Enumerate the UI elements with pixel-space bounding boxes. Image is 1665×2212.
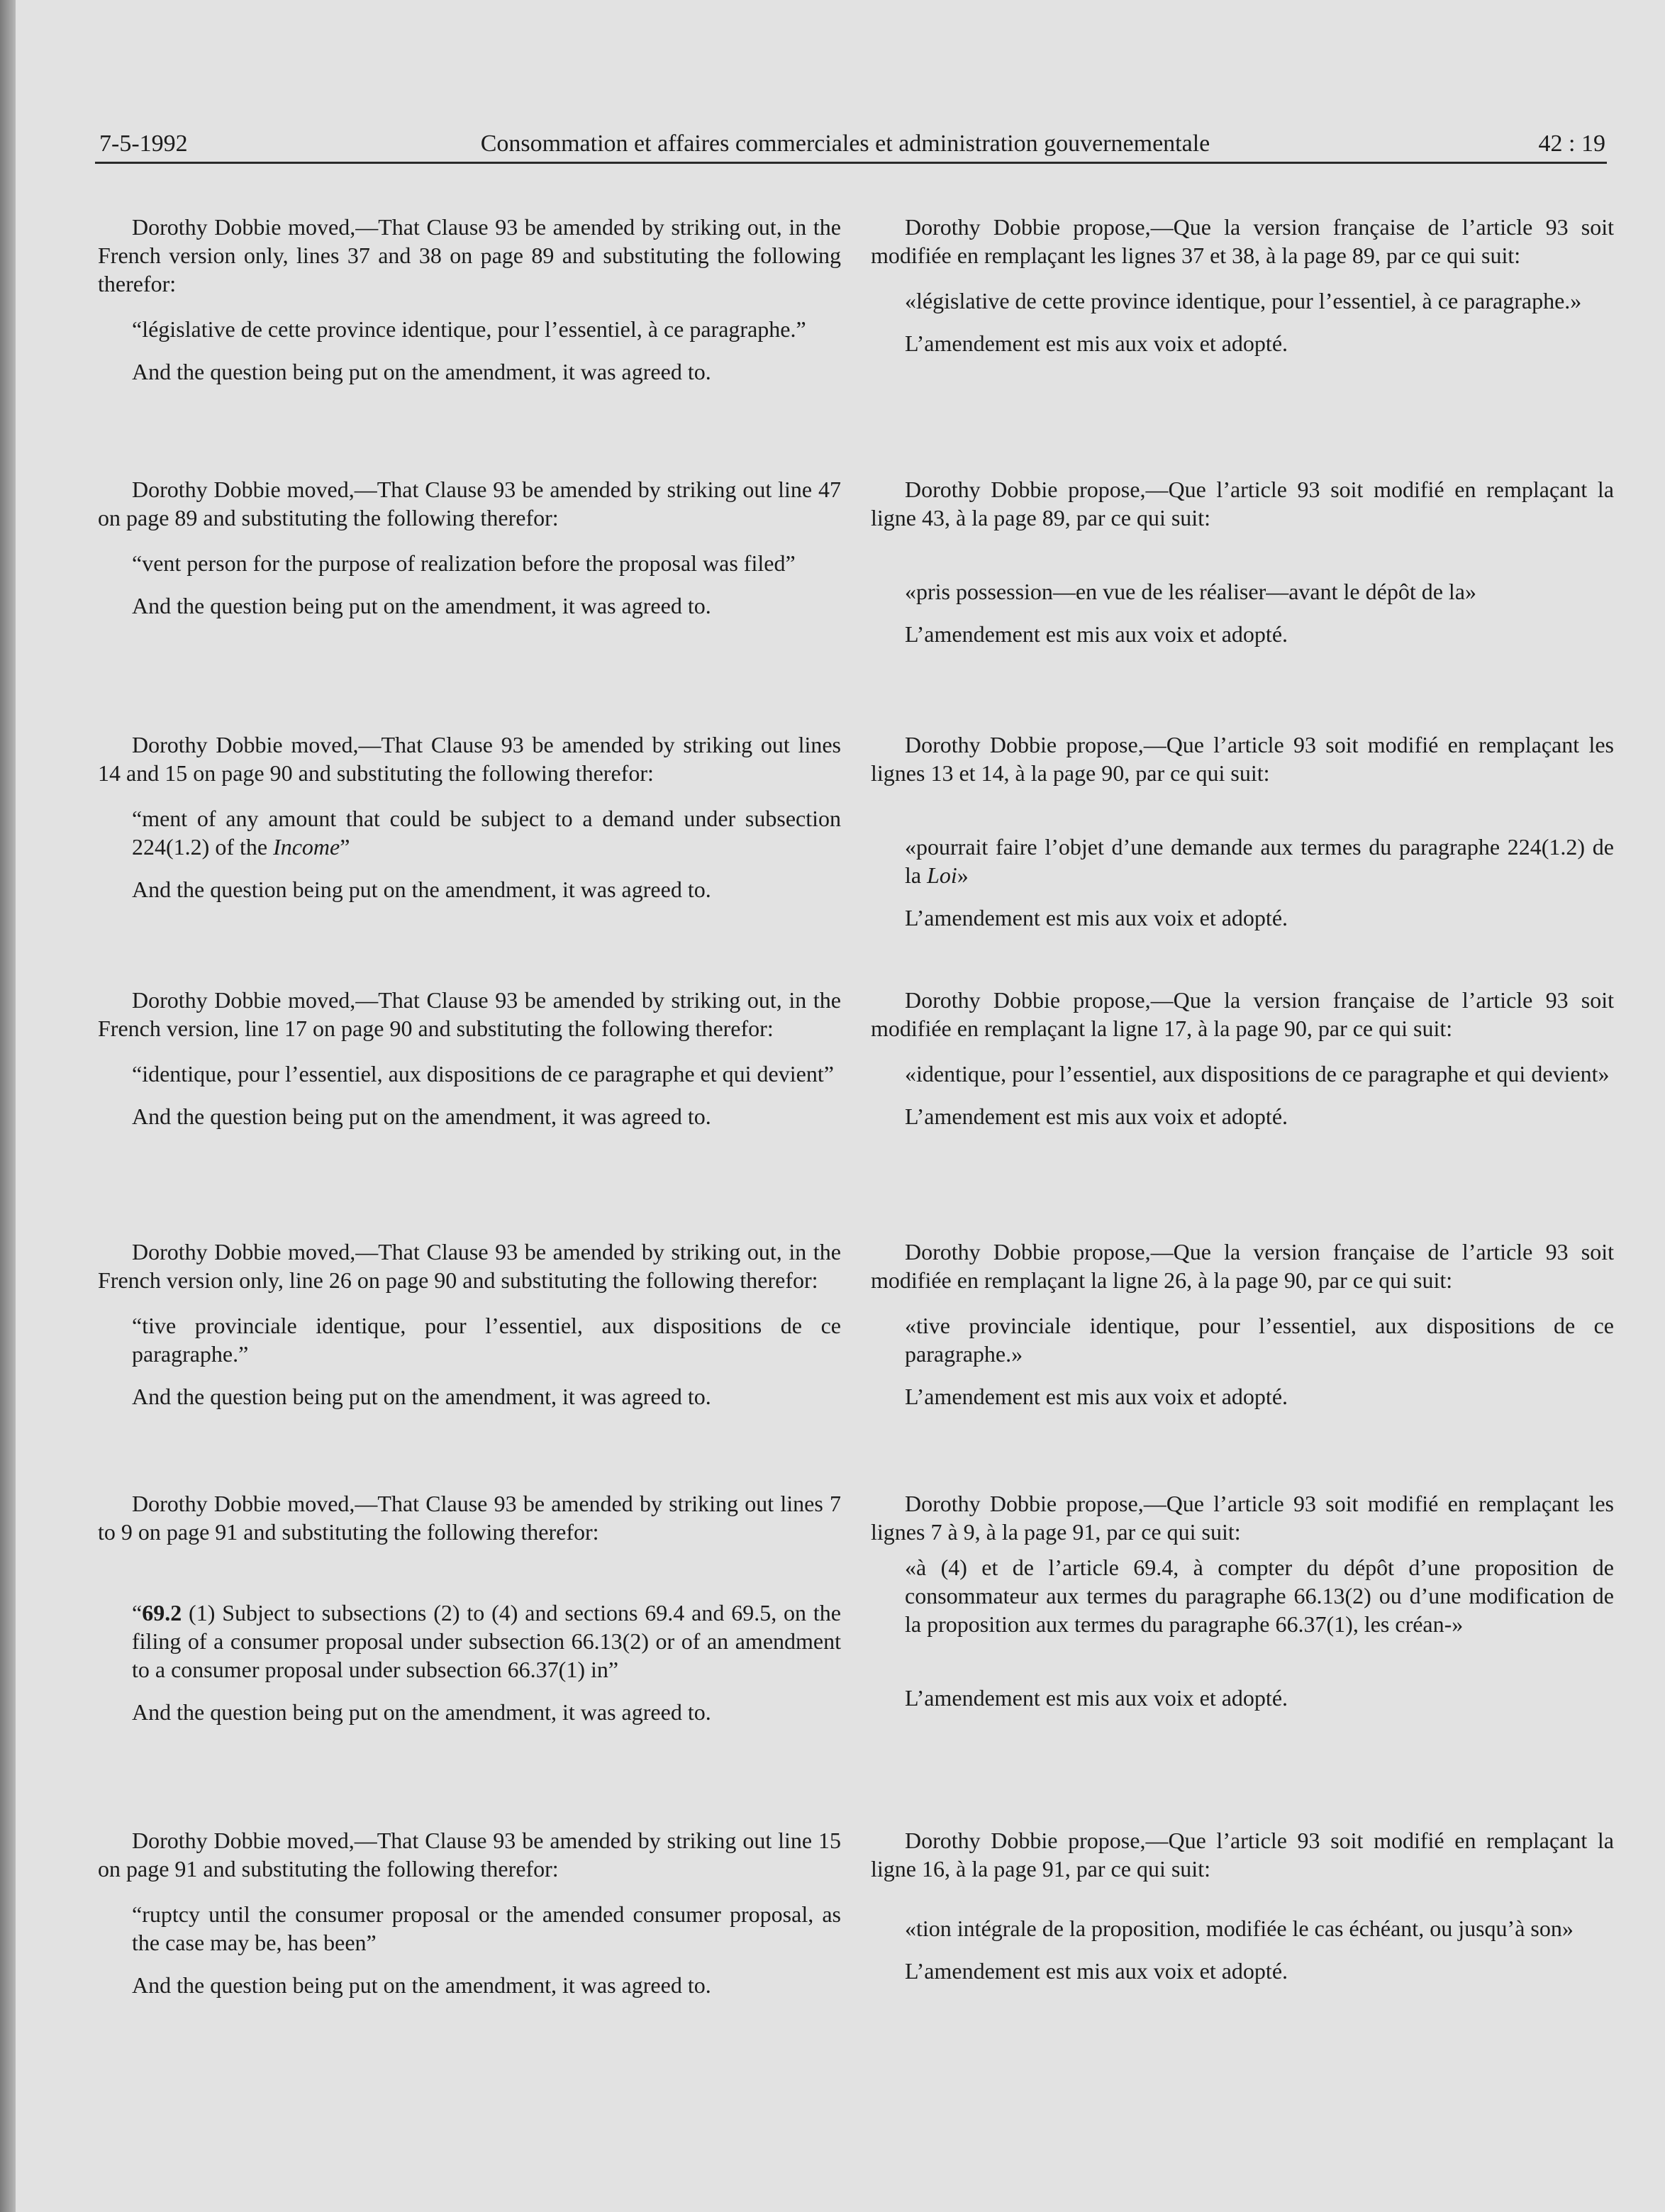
motion-block	[871, 213, 1614, 357]
amendment-quote: “ruptcy until the consumer proposal or the amended consumer proposal, as the case may be, has been”	[132, 1901, 841, 1955]
amendment-quote: “tive provinciale identique, pour l’essentiel, aux dispositions de ce paragraphe.”	[132, 1313, 841, 1367]
section-number: 69.2	[142, 1600, 182, 1625]
amendment-quote: «identique, pour l’essentiel, aux dispositions de ce paragraphe et qui devient»	[905, 1061, 1610, 1086]
amendment-quote: «législative de cette province identique, pour l’essentiel, à ce paragraphe.»	[905, 288, 1582, 313]
vote-result: L’amendement est mis aux voix et adopté.	[905, 1958, 1288, 1984]
motion-block	[871, 1489, 1614, 1712]
vote-result: And the question being put on the amendment, it was agreed to.	[132, 359, 711, 384]
motion-text: Dorothy Dobbie moved,—That Clause 93 be amended by striking out, in the French version only, lines 37 and 38 on page 89 and substituting the following therefor:	[98, 214, 841, 296]
amendment-quote: “identique, pour l’essentiel, aux dispositions de ce paragraphe et qui devient”	[132, 1061, 834, 1086]
vote-result: And the question being put on the amendment, it was agreed to.	[132, 593, 711, 618]
quote-end: ”	[340, 834, 350, 860]
header-date: 7-5-1992	[99, 130, 188, 157]
amendment-quote	[132, 1599, 841, 1684]
motion-text: Dorothy Dobbie propose,—Que l’article 93 soit modifié en remplaçant la ligne 43, à la page 89, par ce qui suit:	[871, 477, 1614, 530]
motion-block	[98, 213, 841, 386]
vote-result: And the question being put on the amendment, it was agreed to.	[132, 877, 711, 902]
motion-text: Dorothy Dobbie moved,—That Clause 93 be amended by striking out, in the French version only, line 26 on page 90 and substituting the following therefor:	[98, 1239, 841, 1293]
quote-lead: “	[132, 1600, 143, 1625]
quote-text: «pourrait faire l’objet d’une demande aux termes du paragraphe 224(1.2) de la	[905, 834, 1614, 888]
amendment-quote: «tion intégrale de la proposition, modifiée le cas échéant, ou jusqu’à son»	[905, 1916, 1574, 1941]
header-rule	[95, 162, 1607, 164]
vote-result: And the question being put on the amendment, it was agreed to.	[132, 1699, 711, 1725]
motion-block	[98, 1826, 841, 1999]
vote-result: L’amendement est mis aux voix et adopté.	[905, 1104, 1288, 1129]
motion-block	[871, 1826, 1614, 1985]
quote-italic: Loi	[927, 862, 957, 888]
amendment-quote: «à (4) et de l’article 69.4, à compter du dépôt d’une proposition de consommateur aux termes du paragraphe 66.13(2) ou d’une modification de la proposition aux termes du paragraphe 66.37(1), les créan-»	[905, 1555, 1614, 1637]
motion-text: Dorothy Dobbie moved,—That Clause 93 be amended by striking out lines 14 and 15 on page 90 and substituting the following therefor:	[98, 732, 841, 786]
amendment-quote: “vent person for the purpose of realization before the proposal was filed”	[132, 550, 796, 576]
quote-italic: Income	[273, 834, 340, 860]
document-page	[16, 0, 1665, 2212]
vote-result: And the question being put on the amendment, it was agreed to.	[132, 1104, 711, 1129]
motion-block	[871, 1238, 1614, 1411]
motion-block	[98, 1238, 841, 1411]
amendment-quote: «tive provinciale identique, pour l’essentiel, aux dispositions de ce paragraphe.»	[905, 1313, 1614, 1367]
motion-block	[98, 475, 841, 620]
running-header	[79, 128, 1611, 160]
motion-block	[871, 730, 1614, 932]
motion-block	[98, 986, 841, 1130]
motion-text: Dorothy Dobbie moved,—That Clause 93 be amended by striking out lines 7 to 9 on page 91 and substituting the following therefor:	[98, 1491, 841, 1545]
motion-text: Dorothy Dobbie propose,—Que la version française de l’article 93 soit modifiée en remplaçant la ligne 17, à la page 90, par ce qui suit:	[871, 987, 1614, 1041]
motion-text: Dorothy Dobbie moved,—That Clause 93 be amended by striking out, in the French version, line 17 on page 90 and substituting the following therefor:	[98, 987, 841, 1041]
scan-binding-edge	[0, 0, 16, 2212]
vote-result: L’amendement est mis aux voix et adopté.	[905, 905, 1288, 930]
amendment-quote	[905, 833, 1614, 889]
motion-text: Dorothy Dobbie propose,—Que la version française de l’article 93 soit modifiée en remplaçant les lignes 37 et 38, à la page 89, par ce qui suit:	[871, 214, 1614, 268]
vote-result: And the question being put on the amendment, it was agreed to.	[132, 1972, 711, 1998]
amendment-quote: “législative de cette province identique, pour l’essentiel, à ce paragraphe.”	[132, 316, 806, 342]
motion-block	[98, 1489, 841, 1726]
motion-text: Dorothy Dobbie propose,—Que la version française de l’article 93 soit modifiée en remplaçant la ligne 26, à la page 90, par ce qui suit:	[871, 1239, 1614, 1293]
motion-text: Dorothy Dobbie propose,—Que l’article 93 soit modifié en remplaçant les lignes 13 et 14, à la page 90, par ce qui suit:	[871, 732, 1614, 786]
motion-text: Dorothy Dobbie moved,—That Clause 93 be amended by striking out line 47 on page 89 and substituting the following therefor:	[98, 477, 841, 530]
vote-result: L’amendement est mis aux voix et adopté.	[905, 621, 1288, 647]
vote-result: L’amendement est mis aux voix et adopté.	[905, 1685, 1288, 1711]
motion-block	[98, 730, 841, 904]
page-number: 42 : 19	[1538, 130, 1605, 157]
motion-block	[871, 475, 1614, 648]
motion-text: Dorothy Dobbie propose,—Que l’article 93 soit modifié en remplaçant les lignes 7 à 9, à la page 91, par ce qui suit:	[871, 1491, 1614, 1545]
quote-text: “ment of any amount that could be subject to a demand under subsection 224(1.2) of the	[132, 806, 841, 860]
vote-result: L’amendement est mis aux voix et adopté.	[905, 330, 1288, 356]
amendment-quote: «pris possession—en vue de les réaliser—avant le dépôt de la»	[905, 579, 1476, 604]
vote-result: L’amendement est mis aux voix et adopté.	[905, 1384, 1288, 1409]
vote-result: And the question being put on the amendment, it was agreed to.	[132, 1384, 711, 1409]
motion-block	[871, 986, 1614, 1130]
quote-text: (1) Subject to subsections (2) to (4) and sections 69.4 and 69.5, on the filing of a consumer proposal under subsection 66.13(2) or of an amendment to a consumer proposal under subsection 66.37(1) in”	[132, 1600, 841, 1682]
motion-text: Dorothy Dobbie moved,—That Clause 93 be amended by striking out line 15 on page 91 and substituting the following therefor:	[98, 1828, 841, 1882]
header-title: Consommation et affaires commerciales et administration gouvernementale	[480, 130, 1210, 157]
motion-text: Dorothy Dobbie propose,—Que l’article 93 soit modifié en remplaçant la ligne 16, à la page 91, par ce qui suit:	[871, 1828, 1614, 1882]
quote-end: »	[957, 862, 969, 888]
amendment-quote	[132, 804, 841, 861]
